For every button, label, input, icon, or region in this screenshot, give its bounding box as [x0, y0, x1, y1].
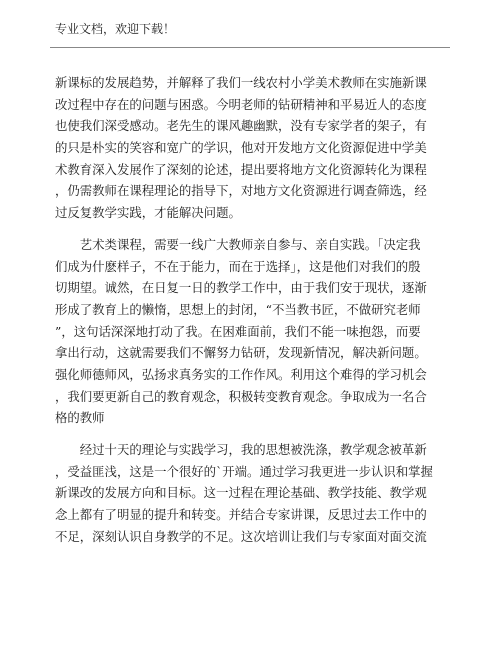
text-line: 不足，深刻认识自身教学的不足。这次培训让我们与专家面对面交流 — [55, 528, 427, 544]
document-body — [55, 72, 447, 547]
text-line: 拿出行动，这就需要我们不懈努力钻研，发现新情况，解决新问题。 — [55, 345, 427, 361]
text-line: ，受益匪浅，这是一个很好的`开端。通过学习我更进一步认识和掌握 — [55, 463, 433, 479]
text-line: 艺术类课程，需要一线广大教师亲自参与、亲自实践。「决定我 — [55, 236, 421, 252]
text-line: 也使我们深受感动。老先生的课风趣幽默，没有专家学者的架子，有 — [55, 118, 427, 134]
text-line: 格的教师 — [55, 410, 105, 426]
page-header: 专业文档，欢迎下载！ — [55, 22, 176, 36]
text-line: 新课改的发展方向和目标。这一过程在理论基础、教学技能、教学观 — [55, 485, 427, 501]
text-line: 改过程中存在的问题与困惑。今明老师的钻研精神和平易近人的态度 — [55, 96, 427, 112]
text-line: ，我们要更新自己的教育观念，积极转变教育观念。争取成为一名合 — [55, 388, 427, 404]
paragraph-gap — [55, 429, 447, 439]
text-line: 新课标的发展趋势，并解释了我们一线农村小学美术教师在实施新课 — [55, 75, 427, 90]
text-line: 念上都有了明显的提升和转变。并结合专家讲课，反思过去工作中的 — [55, 507, 427, 523]
paragraph-3 — [55, 439, 447, 547]
paragraph-2 — [55, 234, 447, 429]
text-line: 术教育深入发展作了深刻的论述，提出要将地方文化资源转化为课程 — [55, 161, 427, 177]
paragraph-1 — [55, 72, 447, 224]
text-line: 强化师德师风，弘扬求真务实的工作作风。利用这个难得的学习机会 — [55, 366, 427, 382]
text-line: 经过十天的理论与实践学习，我的思想被洗涤，教学观念被革新 — [55, 442, 427, 457]
text-line: ，仍需教师在课程理论的指导下，对地方文化资源进行调查筛选，经 — [55, 183, 427, 199]
header-rule — [50, 47, 450, 48]
text-line: 的只是朴实的笑容和宽广的学识，他对开发地方文化资源促进中学美 — [55, 140, 427, 156]
text-line: 过反复教学实践，才能解决问题。 — [55, 205, 241, 221]
paragraph-gap — [55, 224, 447, 234]
text-line: 形成了教育上的懒惰，思想上的封闭，“不当教书匠，不做研究老师 — [55, 301, 421, 317]
text-line: 们成为什麽样子，不在于能力，而在于选择」，这是他们对我们的殷 — [55, 258, 421, 274]
text-line: ”，这句话深深地打动了我。在困难面前，我们不能一味抱怨，而要 — [55, 323, 421, 339]
text-line: 切期望。诚然，在日复一日的教学工作中，由于我们安于现状，逐渐 — [55, 280, 427, 296]
